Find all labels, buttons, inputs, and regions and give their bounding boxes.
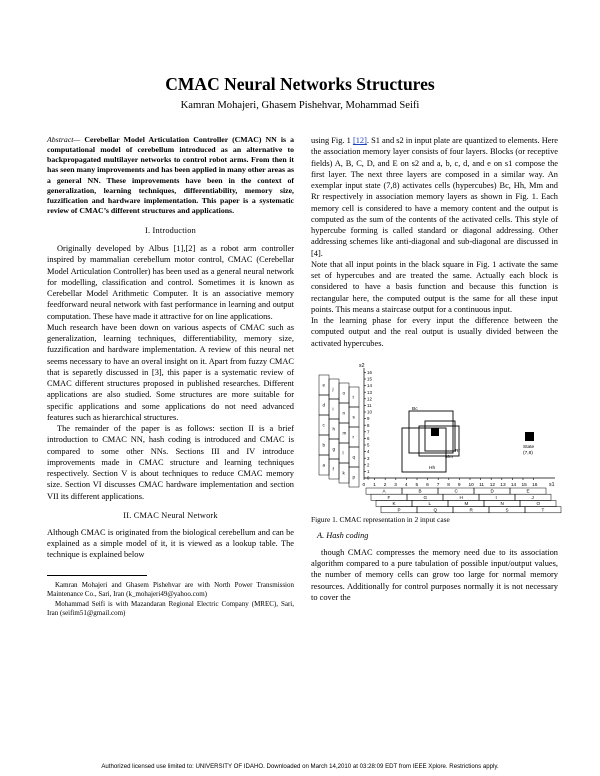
s1-tick-label: 12 bbox=[489, 482, 496, 488]
s2-block-label: g bbox=[332, 446, 336, 452]
s1-tick-label: 1 bbox=[373, 482, 376, 488]
s2-block-label: l bbox=[342, 450, 344, 456]
state-value: (7,8) bbox=[523, 450, 533, 456]
active-square bbox=[431, 428, 439, 436]
intro-paragraph-3: The remainder of the paper is as follows: section II is a brief introduction to CMAC NN, hash coding is introduced and CMAC is compared to some other NNs. Sections III and IV introduce improvements made in CMAC structure and learning techniques respectively. Section V is about techniques to reduce CMAC memory size. Section VI discusses CMAC hardware implementation and section VII its different applications. bbox=[47, 424, 294, 501]
s2-block bbox=[339, 443, 349, 463]
s2-tick-label: 10 bbox=[367, 409, 372, 415]
s1-block-label: F bbox=[387, 494, 391, 500]
s2-block-label: i bbox=[332, 406, 334, 412]
s1-block-label: S bbox=[505, 507, 509, 513]
s2-block-label: h bbox=[332, 426, 336, 432]
s1-block-label: P bbox=[397, 507, 401, 513]
s1-block-label: G bbox=[423, 494, 428, 500]
label-mm: Mm bbox=[445, 454, 453, 460]
figure-1 bbox=[311, 361, 558, 513]
s1-block-label: C bbox=[454, 488, 458, 494]
s2-block-label: e bbox=[322, 382, 326, 388]
s1-tick-label: 9 bbox=[457, 482, 461, 488]
s2-block bbox=[329, 459, 339, 479]
s1-tick-label: 10 bbox=[468, 482, 474, 488]
s1-tick-label: 5 bbox=[415, 482, 419, 488]
s2-tick-label: 14 bbox=[367, 382, 372, 388]
footnote-2: Mohammad Seifi is with Mazandaran Regional Electric Company (MREC), Sari, Iran (seifim51@gmail.com) bbox=[47, 599, 294, 618]
s1-block-label: L bbox=[428, 500, 432, 506]
s1-tick-label: 4 bbox=[404, 482, 408, 488]
s1-tick-label: 6 bbox=[426, 482, 429, 488]
s2-block-label: f bbox=[332, 466, 334, 472]
s1-block-label: E bbox=[526, 488, 530, 494]
s2-block-label: s bbox=[352, 414, 355, 420]
s2-block-label: j bbox=[332, 386, 334, 392]
s2-tick-label: 5 bbox=[367, 442, 370, 448]
cmac-diagram bbox=[311, 361, 558, 513]
figure-caption: Figure 1. CMAC representation in 2 input case bbox=[311, 514, 450, 524]
right-paragraph-3: In the learning phase for every input the difference between the computed output and the real output is usually divided between the activated hypercubes. bbox=[311, 316, 558, 348]
left-column bbox=[47, 135, 294, 618]
s2-block-label: c bbox=[322, 422, 325, 428]
intro-paragraph-1: Originally developed by Albus [1],[2] as a robot arm controller inspired by mammalian cerebellum motor control, CMAC (Cerebellar Model Articulation Controller) has been used as a general neural network for modelling, classification and control. Sometimes it is known as Cerebellar Model Arithmetic Computer. It is an associative memory feedforward neural network with fast performance in learning and output computation. These have made it attractive for on line applications. bbox=[47, 244, 294, 321]
s1-tick-label: 2 bbox=[383, 482, 387, 488]
subsection-heading-hash-coding: A. Hash coding bbox=[317, 530, 369, 540]
abstract bbox=[47, 135, 294, 216]
cmac-paragraph-1: Although CMAC is originated from the biological cerebellum and can be explained as a simple model of it, it is viewed as a lookup table. The technique is explained below bbox=[47, 527, 294, 560]
right-column bbox=[311, 135, 558, 603]
label-rr: Rr bbox=[455, 448, 461, 454]
section-heading-cmac: II. CMAC Neural Network bbox=[123, 510, 218, 520]
s2-block-label: m bbox=[342, 430, 347, 436]
s2-block-label: n bbox=[342, 410, 346, 416]
s1-tick-label: 16 bbox=[532, 482, 538, 488]
s2-block-label: r bbox=[352, 434, 355, 440]
s1-block-label: J bbox=[531, 494, 534, 500]
s2-tick-label: 13 bbox=[367, 389, 372, 395]
s1-tick-label: 7 bbox=[436, 482, 440, 488]
label-hh: Hh bbox=[429, 465, 436, 471]
s2-tick-label: 1 bbox=[367, 468, 370, 474]
s2-block-label: d bbox=[322, 402, 326, 408]
intro-paragraph-2: Much research have been down on various aspects of CMAC such as generalization, learning techniques, differentiability, memory size, fuzzification and hardware implementation. A review of this neural net seems necessary to have an overal insight on it. Apart from fuzzy CMAC that is separetly discussed in [3], this paper is a systematic review of CMAC different structures proposed in published researches. Different applications are also studied. Some structures are more suitable for specific applications and some applications do not need advanced features such as hierarchical structures. bbox=[47, 322, 294, 422]
state-marker bbox=[525, 432, 534, 441]
abstract-lead: Abstract— bbox=[47, 135, 81, 144]
s2-block-label: b bbox=[322, 442, 326, 448]
s1-block-label: Q bbox=[433, 507, 438, 513]
s1-tick-label: 3 bbox=[394, 482, 397, 488]
footnotes bbox=[47, 581, 294, 619]
section-heading-introduction: I. Introduction bbox=[145, 226, 196, 235]
s1-block-label: N bbox=[500, 500, 504, 506]
s1-block-label: M bbox=[464, 500, 469, 506]
s1-block-label: T bbox=[541, 507, 545, 513]
hypercube-rr bbox=[425, 421, 455, 451]
s2-tick-label: 8 bbox=[367, 422, 370, 428]
right-paragraph-1-rest: . S1 and s2 in input plate are quantized to elements. Here the association memory layer consists of four layers. Blocks (or receptive fields) A, B, C, D, and E on s2 and a, b, c, d, and e on s1 compose the first layer. The next three layers are composed in a similar way. An exemplar input state (7,8) activates cells (hypercubes) Bc, Hh, Mm and Rr respectively in association memory layers as shown in Fig. 1. Each memory cell is considered to have a memory content and the output is computed as the sum of the contents of the activated cells. This style of hypercube forming is called standard or diagonal addressing. Other addressing schemes like anti-diagonal and sub-diagonal are discussed in [4]. bbox=[311, 136, 558, 258]
state-label: State bbox=[523, 444, 535, 450]
s1-block-label: I bbox=[495, 494, 497, 500]
s2-block bbox=[329, 399, 339, 419]
hash-paragraph-1: though CMAC compresses the memory need due to its association algorithm compared to a pure tabulation of possible input/output values, the number of memory cells can grow too large for normal memory resources. Additionally for control purposes normally it is not necessary to cover the bbox=[311, 547, 558, 602]
s2-block-label: k bbox=[342, 470, 345, 476]
s2-tick-label: 0 bbox=[367, 475, 370, 481]
s2-block-label: o bbox=[342, 390, 346, 396]
s2-tick-label: 7 bbox=[367, 429, 370, 435]
s2-tick-label: 16 bbox=[367, 369, 372, 375]
paper-authors: Kamran Mohajeri, Ghasem Pishehvar, Mohammad Seifi bbox=[180, 100, 420, 111]
s1-tick-label: 11 bbox=[479, 482, 485, 488]
s1-block-label: B bbox=[418, 488, 422, 494]
right-paragraph-1 bbox=[311, 135, 558, 259]
s2-tick-label: 9 bbox=[367, 415, 370, 421]
right-paragraph-1-start: using Fig. 1 bbox=[311, 136, 353, 145]
s2-tick-label: 3 bbox=[367, 455, 370, 461]
s2-tick-label: 6 bbox=[367, 435, 370, 441]
s2-tick-label: 12 bbox=[367, 396, 372, 402]
footnote-divider bbox=[47, 575, 147, 576]
s2-block-label: p bbox=[352, 474, 356, 480]
s1-tick-label: 13 bbox=[500, 482, 506, 488]
s2-block-label: q bbox=[352, 454, 356, 460]
ieee-license-footer: Authorized licensed use limited to: UNIVERSITY OF IDAHO. Downloaded on March 14,2010 at 03:28:09 EDT from IEEE Xplore. Restrictions apply. bbox=[101, 763, 499, 770]
s1-tick-label: 14 bbox=[510, 482, 517, 488]
s1-tick-label: 8 bbox=[447, 482, 450, 488]
s1-block-label: O bbox=[536, 500, 541, 506]
s2-block bbox=[349, 387, 359, 407]
s1-block-label: R bbox=[469, 507, 473, 513]
s1-tick-label: 0 bbox=[362, 482, 366, 488]
s1-block bbox=[479, 494, 515, 500]
footnote-1: Kamran Mohajeri and Ghasem Pishehvar are with North Power Transmission Maintenance Co., Sari, Iran (k_mohajeri49@yahoo.com) bbox=[47, 580, 294, 599]
s2-tick-label: 15 bbox=[367, 376, 372, 382]
right-paragraph-2: Note that all input points in the black square in Fig. 1 activate the same set of hypercubes and are treated the same. Actually each block is considered to have a basis function and because this function is rectangular here, the computed output is the same for all these input points. This means a staircase output for a continuous input. bbox=[311, 259, 558, 314]
label-bc: Bc bbox=[412, 406, 418, 412]
s1-block-label: K bbox=[392, 500, 396, 506]
s1-block-label: H bbox=[459, 494, 463, 500]
s1-axis-label: s1 bbox=[549, 481, 555, 488]
citation-link-12[interactable]: [12] bbox=[352, 136, 367, 145]
s1-block-label: A bbox=[382, 488, 386, 494]
abstract-text: Cerebellar Model Articulation Controller (CMAC) NN is a computational model of cerebellum introduced as an alternative to backpropagated multilayer networks to control robot arms. From then it has seen many improvements and has been applied in many other areas as a general NN. These improvements have been in the context of generalization, learning techniques, differentiability, memory size, fuzzification and hardware implementation. This paper is a systematic review of CMAC’s different structures and applications. bbox=[47, 135, 294, 215]
s2-block-label: a bbox=[322, 462, 326, 468]
s2-tick-label: 4 bbox=[367, 448, 370, 454]
s1-tick-label: 15 bbox=[521, 482, 527, 488]
s2-tick-label: 2 bbox=[367, 462, 370, 468]
paper-title: CMAC Neural Networks Structures bbox=[165, 74, 435, 94]
s1-block-label: D bbox=[490, 488, 494, 494]
s2-axis-label: s2 bbox=[359, 362, 365, 369]
s2-block-label: t bbox=[352, 394, 354, 400]
s2-tick-label: 11 bbox=[367, 402, 372, 408]
s2-block bbox=[329, 379, 339, 399]
